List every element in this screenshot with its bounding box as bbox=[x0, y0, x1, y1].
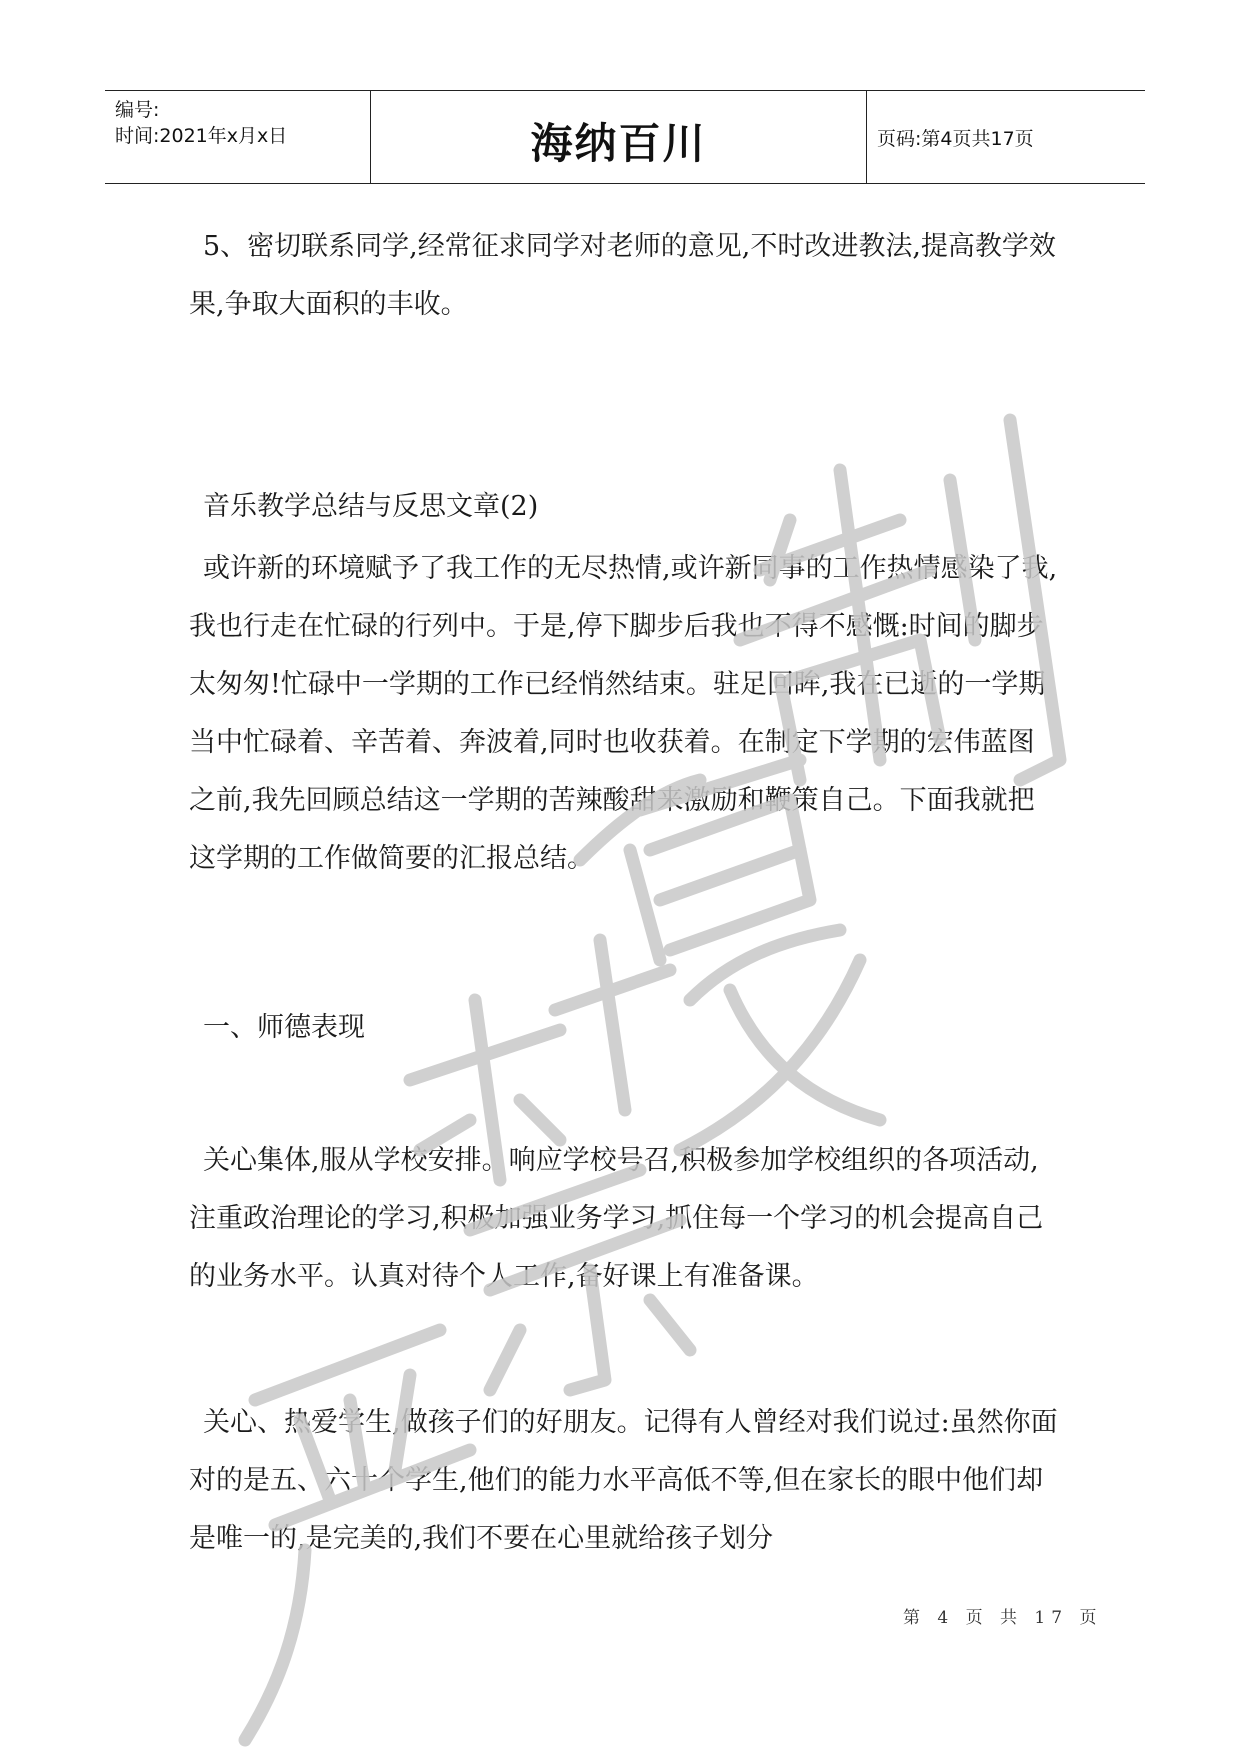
paragraph-students: 关心、热爱学生,做孩子们的好朋友。记得有人曾经对我们说过:虽然你面对的是五、六十个学生,他们的能力水平高低不等,但在家长的眼中他们却是唯一的,是完美的,我们不要在心里就给孩子划分 bbox=[189, 1407, 1058, 1554]
paragraph-collective: 关心集体,服从学校安排。响应学校号召,积极参加学校组织的各项活动,注重政治理论的学习,积极加强业务学习,抓住每一个学习的机会提高自己的业务水平。认真对待个人工作,备好课上有准备课。 bbox=[189, 1145, 1044, 1292]
section-heading-block bbox=[189, 999, 1059, 1057]
article-heading: 音乐教学总结与反思文章(2) bbox=[203, 491, 539, 522]
section-heading-ethics: 一、师德表现 bbox=[203, 1012, 365, 1043]
body-block-2 bbox=[189, 540, 1059, 888]
header-page-number: 页码:第4页共17页 bbox=[877, 128, 1034, 150]
document-number-label: 编号: bbox=[115, 99, 160, 121]
body-block-3 bbox=[189, 1132, 1059, 1306]
article-heading-block bbox=[189, 478, 1059, 536]
header-brand-cell bbox=[370, 91, 867, 183]
document-time-label: 时间:2021年x月x日 bbox=[115, 125, 288, 147]
header-meta-cell bbox=[105, 91, 370, 183]
body-block-1 bbox=[189, 218, 1059, 334]
paragraph-intro: 或许新的环境赋予了我工作的无尽热情,或许新同事的工作热情感染了我,我也行走在忙碌的行列中。于是,停下脚步后我也不得不感慨:时间的脚步太匆匆!忙碌中一学期的工作已经悄然结束。驻足回眸,我在已逝的一学期当中忙碌着、辛苦着、奔波着,同时也收获着。在制定下学期的宏伟蓝图之前,我先回顾总结这一学期的苦辣酸甜来激励和鞭策自己。下面我就把这学期的工作做简要的汇报总结。 bbox=[189, 553, 1058, 874]
body-block-4 bbox=[189, 1394, 1059, 1568]
page-footer: 第 4 页 共 17 页 bbox=[903, 1608, 1103, 1628]
header-page-cell bbox=[867, 91, 1145, 183]
header-table bbox=[105, 90, 1145, 184]
brand-title: 海纳百川 bbox=[530, 119, 707, 168]
paragraph-item-5: 5、密切联系同学,经常征求同学对老师的意见,不时改进教法,提高教学效果,争取大面积的丰收。 bbox=[189, 231, 1056, 320]
